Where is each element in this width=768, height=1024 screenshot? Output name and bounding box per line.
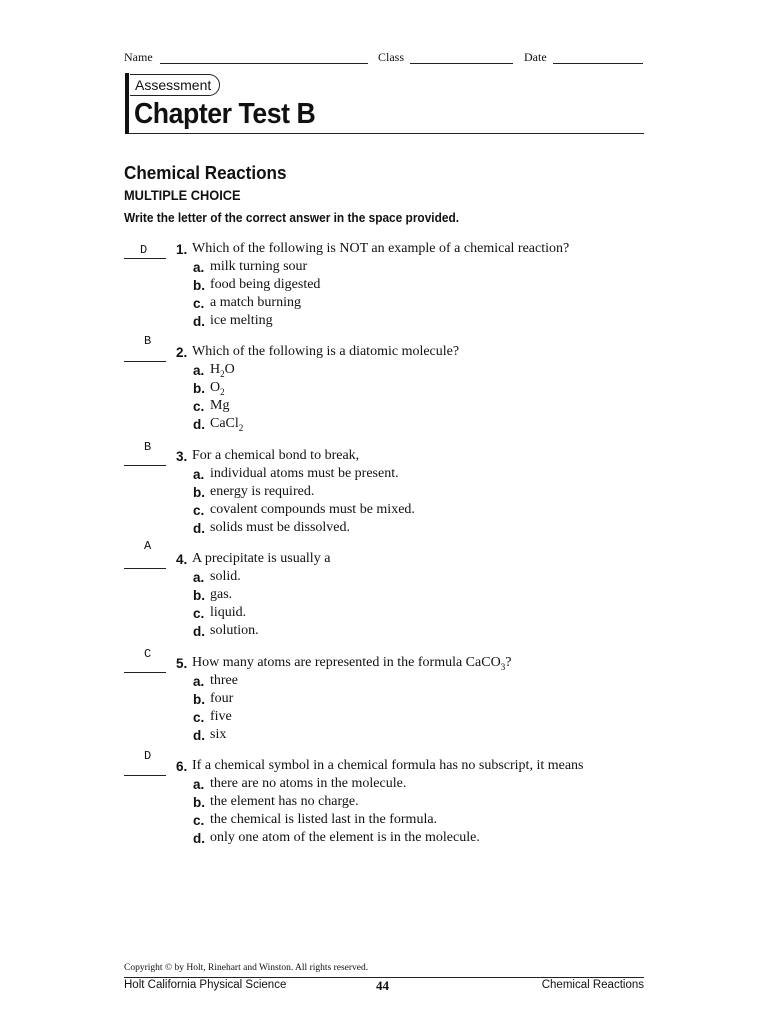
text-part: only one atom of the element is in the molecule. bbox=[210, 830, 480, 845]
option-letter: a. bbox=[193, 674, 205, 689]
text-part: covalent compounds must be mixed. bbox=[210, 502, 415, 517]
option-letter: c. bbox=[193, 296, 205, 311]
text-part: gas. bbox=[210, 587, 233, 602]
option-letter: c. bbox=[193, 813, 205, 828]
question-number: 6. bbox=[176, 759, 188, 774]
option-letter: d. bbox=[193, 521, 205, 536]
copyright: Copyright © by Holt, Rinehart and Winston. All rights reserved. bbox=[124, 963, 369, 973]
option-text[interactable] bbox=[210, 830, 480, 846]
option-text[interactable] bbox=[210, 313, 273, 329]
option-letter: a. bbox=[193, 467, 205, 482]
text-part: energy is required. bbox=[210, 484, 315, 499]
question-number: 5. bbox=[176, 656, 188, 671]
answer-letter: D bbox=[144, 749, 152, 763]
option-letter: b. bbox=[193, 588, 205, 603]
page-title: Chapter Test B bbox=[134, 98, 316, 130]
option-letter: b. bbox=[193, 485, 205, 500]
option-text[interactable] bbox=[210, 380, 225, 397]
option-letter: b. bbox=[193, 381, 205, 396]
text-part: O bbox=[210, 380, 221, 395]
page-number: 44 bbox=[376, 978, 389, 993]
text-part: there are no atoms in the molecule. bbox=[210, 776, 407, 791]
text-part: A precipitate is usually a bbox=[192, 551, 331, 566]
option-text[interactable] bbox=[210, 727, 226, 743]
answer-blank[interactable] bbox=[124, 361, 166, 362]
option-letter: a. bbox=[193, 570, 205, 585]
question-number: 1. bbox=[176, 242, 188, 257]
answer-blank[interactable] bbox=[124, 465, 166, 466]
answer-letter: C bbox=[144, 647, 152, 661]
text-part: individual atoms must be present. bbox=[210, 466, 399, 481]
title-bar bbox=[125, 73, 129, 134]
option-text[interactable] bbox=[210, 691, 233, 707]
option-letter: d. bbox=[193, 624, 205, 639]
text-part: Mg bbox=[210, 398, 230, 413]
option-text[interactable] bbox=[210, 295, 301, 311]
text-part: solution. bbox=[210, 623, 259, 638]
option-letter: b. bbox=[193, 692, 205, 707]
text-part: If a chemical symbol in a chemical formula has no subscript, it means bbox=[192, 758, 584, 773]
text-part: ice melting bbox=[210, 313, 273, 328]
text-part: liquid. bbox=[210, 605, 247, 620]
text-part: CaCl bbox=[210, 416, 239, 431]
text-part: six bbox=[210, 727, 227, 742]
option-letter: a. bbox=[193, 363, 205, 378]
option-text[interactable] bbox=[210, 502, 415, 518]
text-part: solid. bbox=[210, 569, 241, 584]
option-letter: b. bbox=[193, 278, 205, 293]
option-letter: d. bbox=[193, 314, 205, 329]
option-letter: a. bbox=[193, 777, 205, 792]
subscript: 2 bbox=[238, 422, 244, 433]
option-text[interactable] bbox=[210, 776, 406, 792]
question-number: 2. bbox=[176, 345, 188, 360]
title-divider bbox=[129, 133, 644, 134]
subsection-title: MULTIPLE CHOICE bbox=[124, 188, 241, 203]
answer-letter: D bbox=[140, 243, 148, 257]
date-field[interactable] bbox=[553, 63, 643, 64]
option-letter: d. bbox=[193, 417, 205, 432]
text-part: How many atoms are represented in the formula CaCO bbox=[192, 655, 501, 670]
question-text bbox=[192, 448, 359, 464]
answer-letter: A bbox=[144, 539, 152, 553]
text-part: food being digested bbox=[210, 277, 321, 292]
option-text[interactable] bbox=[210, 466, 399, 482]
subscript: 2 bbox=[220, 368, 225, 379]
question-number: 4. bbox=[176, 552, 188, 567]
option-text[interactable] bbox=[210, 794, 359, 810]
option-text[interactable] bbox=[210, 277, 320, 293]
date-label: Date bbox=[524, 50, 547, 64]
option-text[interactable] bbox=[210, 520, 350, 536]
question-text bbox=[192, 551, 330, 567]
option-letter: c. bbox=[193, 503, 205, 518]
question-text bbox=[192, 758, 584, 774]
assessment-badge: Assessment bbox=[130, 74, 220, 96]
text-part: the element has no charge. bbox=[210, 794, 359, 809]
subscript: 3 bbox=[500, 661, 506, 672]
answer-letter: B bbox=[144, 334, 152, 348]
subscript: 2 bbox=[220, 386, 225, 397]
option-text[interactable] bbox=[210, 587, 232, 603]
option-letter: d. bbox=[193, 831, 205, 846]
text-suffix: O bbox=[224, 362, 235, 377]
option-text[interactable] bbox=[210, 416, 243, 433]
footer-book-title: Holt California Physical Science bbox=[124, 979, 287, 991]
option-letter: c. bbox=[193, 606, 205, 621]
option-text[interactable] bbox=[210, 398, 229, 414]
text-part: solids must be dissolved. bbox=[210, 520, 351, 535]
class-label: Class bbox=[378, 50, 405, 64]
question-text bbox=[192, 344, 459, 360]
name-field[interactable] bbox=[160, 63, 368, 64]
answer-blank[interactable] bbox=[124, 258, 166, 259]
section-title: Chemical Reactions bbox=[124, 163, 287, 183]
text-part: H bbox=[210, 362, 221, 377]
option-text[interactable] bbox=[210, 484, 314, 500]
option-text[interactable] bbox=[210, 569, 241, 585]
option-text[interactable] bbox=[210, 673, 238, 689]
option-letter: d. bbox=[193, 728, 205, 743]
option-letter: a. bbox=[193, 260, 205, 275]
answer-blank[interactable] bbox=[124, 568, 166, 569]
option-letter: c. bbox=[193, 399, 205, 414]
question-text bbox=[192, 655, 511, 672]
option-letter: c. bbox=[193, 710, 205, 725]
option-text[interactable] bbox=[210, 362, 235, 379]
question-text bbox=[192, 241, 569, 257]
text-part: the chemical is listed last in the formula. bbox=[210, 812, 438, 827]
text-part: Which of the following is a diatomic molecule? bbox=[192, 344, 460, 359]
answer-blank[interactable] bbox=[124, 672, 166, 673]
option-text[interactable] bbox=[210, 605, 246, 621]
option-letter: b. bbox=[193, 795, 205, 810]
text-part: For a chemical bond to break, bbox=[192, 448, 360, 463]
text-part: three bbox=[210, 673, 238, 688]
text-part: Which of the following is NOT an example of a chemical reaction? bbox=[192, 241, 570, 256]
text-part: a match burning bbox=[210, 295, 301, 310]
option-text[interactable] bbox=[210, 812, 437, 828]
text-suffix: ? bbox=[505, 655, 512, 670]
answer-letter: B bbox=[144, 440, 152, 454]
question-number: 3. bbox=[176, 449, 188, 464]
text-part: milk turning sour bbox=[210, 259, 308, 274]
option-text[interactable] bbox=[210, 259, 307, 275]
instructions: Write the letter of the correct answer in the space provided. bbox=[124, 211, 460, 225]
name-label: Name bbox=[124, 50, 153, 64]
option-text[interactable] bbox=[210, 709, 232, 725]
answer-blank[interactable] bbox=[124, 775, 166, 776]
text-part: five bbox=[210, 709, 232, 724]
class-field[interactable] bbox=[410, 63, 513, 64]
option-text[interactable] bbox=[210, 623, 259, 639]
text-part: four bbox=[210, 691, 234, 706]
footer-chapter-title: Chemical Reactions bbox=[541, 979, 644, 991]
